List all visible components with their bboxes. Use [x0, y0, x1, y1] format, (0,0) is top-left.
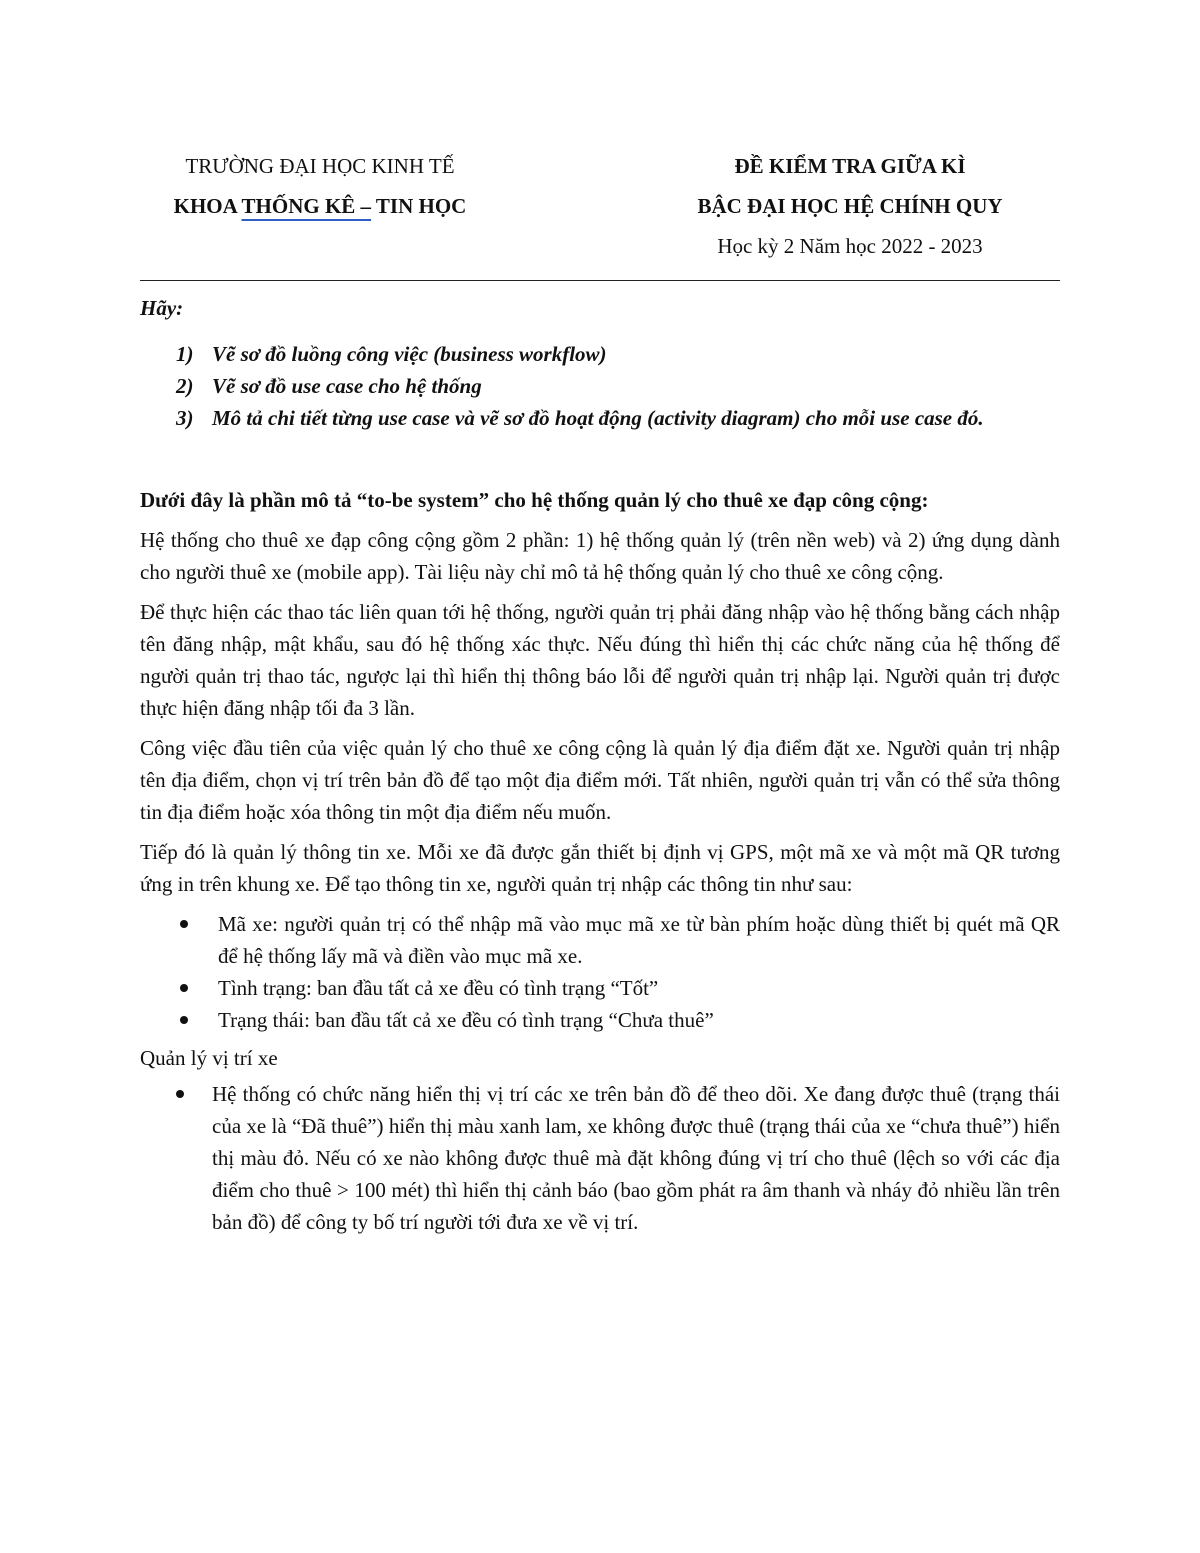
faculty-suffix: TIN HỌC: [371, 194, 467, 218]
bullet-icon: [180, 1016, 188, 1024]
bullet-icon: [180, 984, 188, 992]
bullet-icon: [176, 1090, 184, 1098]
faculty-name: [140, 186, 500, 226]
faculty-underlined: THỐNG KÊ –: [241, 194, 372, 218]
bullet-icon: [180, 920, 188, 928]
task-text: Vẽ sơ đồ use case cho hệ thống: [212, 374, 482, 398]
list-item-text: Tình trạng: ban đầu tất cả xe đều có tình trạng “Tốt”: [218, 976, 659, 1000]
faculty-prefix: KHOA: [173, 194, 242, 218]
task-number: 3): [176, 406, 194, 430]
list-item: [140, 908, 1060, 972]
subheading: Quản lý vị trí xe: [140, 1046, 278, 1070]
exam-title: ĐỀ KIỂM TRA GIỮA KÌ: [734, 154, 966, 178]
task-number: 1): [176, 342, 194, 366]
task-text: Vẽ sơ đồ luồng công việc (business workflow): [212, 342, 607, 366]
list-item: [140, 1078, 1060, 1238]
task-item: [140, 370, 1060, 402]
task-list: [140, 338, 1060, 434]
paragraph: Công việc đầu tiên của việc quản lý cho thuê xe công cộng là quản lý địa điểm đặt xe. Người quản trị nhập tên địa điểm, chọn vị trí trên bản đồ để tạo một địa điểm mới. Tất nhiên, người quản trị vẫn có thể sửa thông tin địa điểm hoặc xóa thông tin một địa điểm nếu muốn.: [140, 736, 1060, 824]
exam-term: Học kỳ 2 Năm học 2022 - 2023: [717, 234, 983, 258]
task-text: Mô tả chi tiết từng use case và vẽ sơ đồ hoạt động (activity diagram) cho mỗi use case đó.: [212, 406, 984, 430]
header-divider: [140, 280, 1060, 281]
main-content: [140, 292, 1060, 1244]
task-item: [140, 402, 1060, 434]
list-item: [140, 972, 1060, 1004]
location-list: [140, 1078, 1060, 1238]
task-number: 2): [176, 374, 194, 398]
university-name: TRƯỜNG ĐẠI HỌC KINH TẾ: [185, 154, 455, 178]
list-item-text: Trạng thái: ban đầu tất cả xe đều có tình trạng “Chưa thuê”: [218, 1008, 714, 1032]
paragraph: Hệ thống cho thuê xe đạp công cộng gồm 2 phần: 1) hệ thống quản lý (trên nền web) và 2) ứng dụng dành cho người thuê xe (mobile app). Tài liệu này chỉ mô tả hệ thống quản lý cho thuê xe công cộng.: [140, 528, 1060, 584]
list-item-text: Hệ thống có chức năng hiển thị vị trí các xe trên bản đồ để theo dõi. Xe đang được thuê (trạng thái của xe là “Đã thuê”) hiển thị màu xanh lam, xe không được thuê (trạng thái của xe “chưa thuê”) hiển thị màu đỏ. Nếu có xe nào không được thuê mà đặt không đúng vị trí cho thuê (lệch so với các địa điểm cho thuê > 100 mét) thì hiển thị cảnh báo (bao gồm phát ra âm thanh và nháy đỏ nhiều lần trên bản đồ) để công ty bố trí người tới đưa xe về vị trí.: [212, 1082, 1060, 1234]
description-title: Dưới đây là phần mô tả “to-be system” cho hệ thống quản lý cho thuê xe đạp công cộng:: [140, 488, 929, 512]
instructions-title: Hãy:: [140, 296, 184, 320]
task-item: [140, 338, 1060, 370]
paragraph: Để thực hiện các thao tác liên quan tới hệ thống, người quản trị phải đăng nhập vào hệ thống bằng cách nhập tên đăng nhập, mật khẩu, sau đó hệ thống xác thực. Nếu đúng thì hiển thị các chức năng của hệ thống để người quản trị thao tác, ngược lại thì hiển thị thông báo lỗi để người quản trị nhập lại. Người quản trị được thực hiện đăng nhập tối đa 3 lần.: [140, 600, 1060, 720]
header-right: [650, 146, 1050, 266]
bike-info-list: [140, 908, 1060, 1036]
paragraph: Tiếp đó là quản lý thông tin xe. Mỗi xe đã được gắn thiết bị định vị GPS, một mã xe và một mã QR tương ứng in trên khung xe. Để tạo thông tin xe, người quản trị nhập các thông tin như sau:: [140, 840, 1060, 896]
list-item-text: Mã xe: người quản trị có thể nhập mã vào mục mã xe từ bàn phím hoặc dùng thiết bị quét mã QR để hệ thống lấy mã và điền vào mục mã xe.: [218, 912, 1060, 968]
list-item: [140, 1004, 1060, 1036]
header-left: [140, 146, 500, 226]
exam-level: BẬC ĐẠI HỌC HỆ CHÍNH QUY: [697, 194, 1003, 218]
